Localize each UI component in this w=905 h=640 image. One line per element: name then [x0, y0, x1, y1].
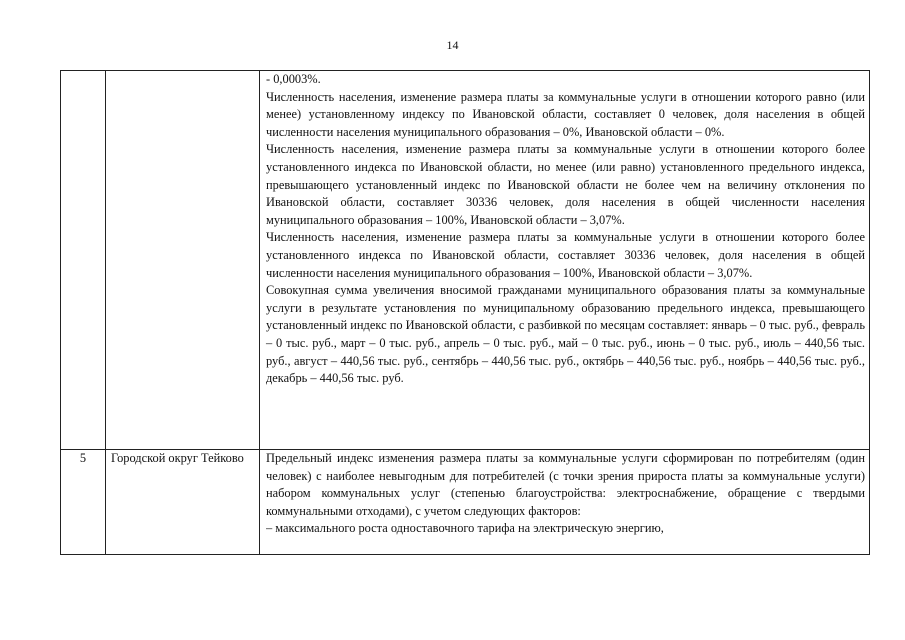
paragraph: – максимального роста одноставочного тарифа на электрическую энергию,	[266, 521, 664, 536]
table-row	[61, 450, 870, 555]
table-row	[61, 71, 870, 450]
row-number: 5	[61, 450, 106, 555]
paragraph: Численность населения, изменение размера платы за коммунальные услуги в отношении которого более установленного индекса по Ивановской области, но менее (или равно) установленного предельного индекса, превышающего установленный индекс по Ивановской области не более чем на величину отклонения по Ивановской области, составляет 30336 человек, доля населения в общей численности населения муниципального образования – 100%, Ивановской области – 3,07%.	[266, 142, 865, 227]
row-number	[61, 71, 106, 450]
document-table	[60, 70, 870, 555]
paragraph: - 0,0003%.	[266, 72, 321, 86]
paragraph: Совокупная сумма увеличения вносимой гражданами муниципального образования платы за коммунальные услуги в результате установления по муниципальному образованию предельного индекса, превышающего установленный индекс по Ивановской области, с разбивкой по месяцам составляет: январь – 0 тыс. руб., февраль – 0 тыс. руб., март – 0 тыс. руб., апрель – 0 тыс. руб., май – 0 тыс. руб., июнь – 0 тыс. руб., июль – 440,56 тыс. руб., август – 440,56 тыс. руб., сентябрь – 440,56 тыс. руб., октябрь – 440,56 тыс. руб., ноябрь – 440,56 тыс. руб., декабрь – 440,56 тыс. руб.	[266, 283, 865, 386]
row-content	[260, 71, 870, 450]
row-content	[260, 450, 870, 555]
municipality-name	[106, 71, 260, 450]
paragraph: Численность населения, изменение размера платы за коммунальные услуги в отношении которого более установленного индекса по Ивановской области, составляет 30336 человек, доля населения в общей численности населения муниципального образования – 100%, Ивановской области – 3,07%.	[266, 230, 865, 280]
page-number: 14	[446, 38, 459, 52]
paragraph: Численность населения, изменение размера платы за коммунальные услуги в отношении которого равно (или менее) установленному индексу по Ивановской области, составляет 0 человек, доля населения в общей численности населения муниципального образования – 0%, Ивановской области – 0%.	[266, 89, 865, 139]
municipality-name: Городской округ Тейково	[106, 450, 260, 555]
content-clip	[266, 450, 865, 554]
paragraph: Предельный индекс изменения размера платы за коммунальные услуги сформирован по потребителям (один человек) с наиболее невыгодным для потребителей (с точки зрения прироста платы за коммунальные услуги) набором коммунальных услуг (степенью благоустройства: электроснабжение, обращение с твердыми коммунальными отходами), с учетом следующих факторов:	[266, 451, 865, 518]
